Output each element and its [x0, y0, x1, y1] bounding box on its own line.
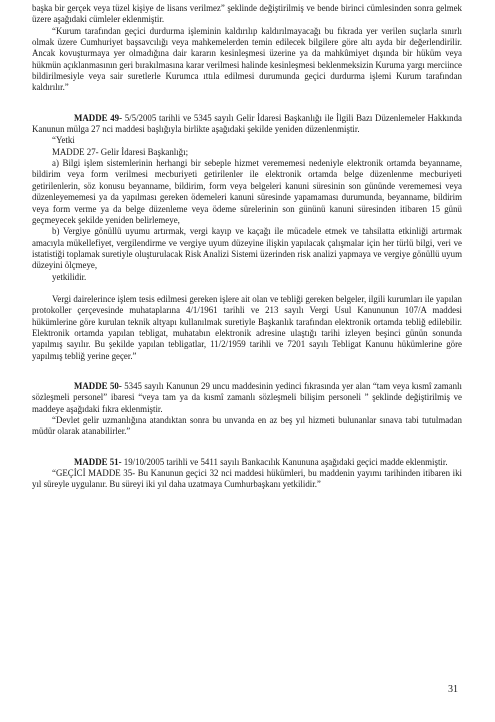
paragraph-devlet-gelir: “Devlet gelir uzmanlığına atandıktan sonra bu unvanda en az beş yıl hizmeti bulunanlar sınava tabi tutulmadan müdür olarak atanabilirler.”: [32, 415, 462, 437]
page-number: 31: [448, 684, 458, 695]
madde-50-heading: MADDE 50-: [74, 380, 122, 391]
paragraph-madde-27: MADDE 27- Gelir İdaresi Başkanlığı;: [52, 146, 189, 157]
paragraph-gecici-madde-35: “GEÇİCİ MADDE 35- Bu Kanunun geçici 32 nci maddesi hükümleri, bu maddenin yayımı tarihinden itibaren iki yıl süreyle uygulanır. Bu süreyi iki yıl daha uzatmaya Cumhurbaşkanı yetkilidir.”: [32, 468, 462, 490]
madde-49-heading: MADDE 49-: [74, 112, 123, 123]
paragraph-yetki: “Yetki: [52, 135, 75, 146]
paragraph-madde-49: [32, 113, 462, 136]
paragraph-item-a: a) Bilgi işlem sistemlerinin herhangi bir sebeple hizmet verememesi nedeniyle elektronik ortamda beyanname, bildirim veya form verilmesi mecburiyeti getirilenler ile elektronik ortamda belge düzenlenme mecburiyeti getirilenlerin, söz konusu beyanname, bildirim, form veya belgeleri kanuni süresinin son gününde verememesi veya düzenleyememesi ya da yapılması gereken ödemeleri kanuni süresinde yapamaması durumunda, beyanname, bildirim veya form verme ya da belge düzenleme veya ödeme sürelerinin son gününü kanuni süresinden itibaren 15 günü geçmeyecek şekilde yeniden belirlemeye,: [32, 158, 462, 225]
madde-51-heading: MADDE 51-: [74, 456, 122, 467]
paragraph-madde-50: [32, 381, 462, 415]
paragraph-continuation: başka bir gerçek veya tüzel kişiye de lisans verilmez” şeklinde değiştirilmiş ve bende birinci cümlesinden sonra gelmek üzere aşağıdaki cümleler eklenmiştir.: [32, 3, 462, 25]
madde-51-text: 19/10/2005 tarihli ve 5411 sayılı Bankacılık Kanununa aşağıdaki geçici madde eklenmiştir.: [121, 456, 448, 467]
paragraph-quote-kurum: “Kurum tarafından geçici durdurma işleminin kaldırılıp kaldırılmayacağı bu fıkrada yer verilen suçlarla sınırlı olmak üzere Cumhuriyet başsavcılığı veya mahkemelerden temin edilecek bilgilere göre altı ayda bir değerlendirilir. Ancak kovuşturmaya yer olmadığına dair kararın kesinleşmesi üzerine ya da mahkûmiyet dışında bir hüküm veya hükmün açıklanmasının geri bırakılmasına karar verilmesi halinde kesinleşmesi beklenmeksizin Kuruma yargı merciince bildirilmesiyle veya sair suretlerle Kurumca ıttıla edilmesi durumunda geçici durdurma işlemi Kurum tarafından kaldırılır.”: [32, 25, 462, 93]
madde-50-text: 5345 sayılı Kanunun 29 uncu maddesinin yedinci fıkrasında yer alan “tam veya kısmî zamanlı sözleşmeli personel” ibaresi “veya tam ya da kısmî zamanlı sözleşmeli bilişim personeli ” şeklinde değiştirilmiş ve maddeye aşağıdaki fıkra eklenmiştir.: [32, 380, 462, 414]
paragraph-vergi-daireleri: Vergi dairelerince işlem tesis edilmesi gereken işlere ait olan ve tebliği gereken belgeler, ilgili kurumları ile yapılan protokoller çerçevesinde muhataplarına 4/1/1961 tarihli ve 213 sayılı Vergi Usul Kanununun 107/A maddesi hükümlerine göre kurulan teknik altyapı kullanılmak suretiyle Başkanlık tarafından elektronik ortamda tebliğ edilebilir. Elektronik ortamda yapılan tebligat, muhatabın elektronik adresine ulaştığı tarihi izleyen beşinci günün sonunda yapılmış sayılır. Bu şekilde yapılan tebligatlar, 11/2/1959 tarihli ve 7201 sayılı Tebligat Kanunu hükümlerine göre yapılmış tebliğ yerine geçer.”: [32, 293, 462, 361]
madde-49-text: 5/5/2005 tarihli ve 5345 sayılı Gelir İdaresi Başkanlığı ile İlgili Bazı Düzenlemeler Hakkında Kanunun mülga 27 nci maddesi başlığıyla birlikte aşağıdaki şekilde yeniden düzenlenmiştir.: [32, 112, 462, 135]
paragraph-item-b: b) Vergiye gönüllü uyumu artırmak, vergi kayıp ve kaçağı ile mücadele etmek ve tahsilatta etkinliği artırmak amacıyla mükellefiyet, vergilendirme ve vergiye uyum düzeyine ilişkin yapılacak çalışmalar için her türlü bilgi, veri ve istatistiği toplamak suretiyle oluşturulacak Risk Analizi Sistemi üzerinden risk analizi yapmaya ve vergiye gönüllü uyum düzeyini ölçmeye,: [32, 226, 462, 271]
paragraph-yetkilidir: yetkilidir.: [52, 271, 87, 282]
document-body: [32, 3, 462, 491]
paragraph-madde-51: [32, 457, 462, 468]
